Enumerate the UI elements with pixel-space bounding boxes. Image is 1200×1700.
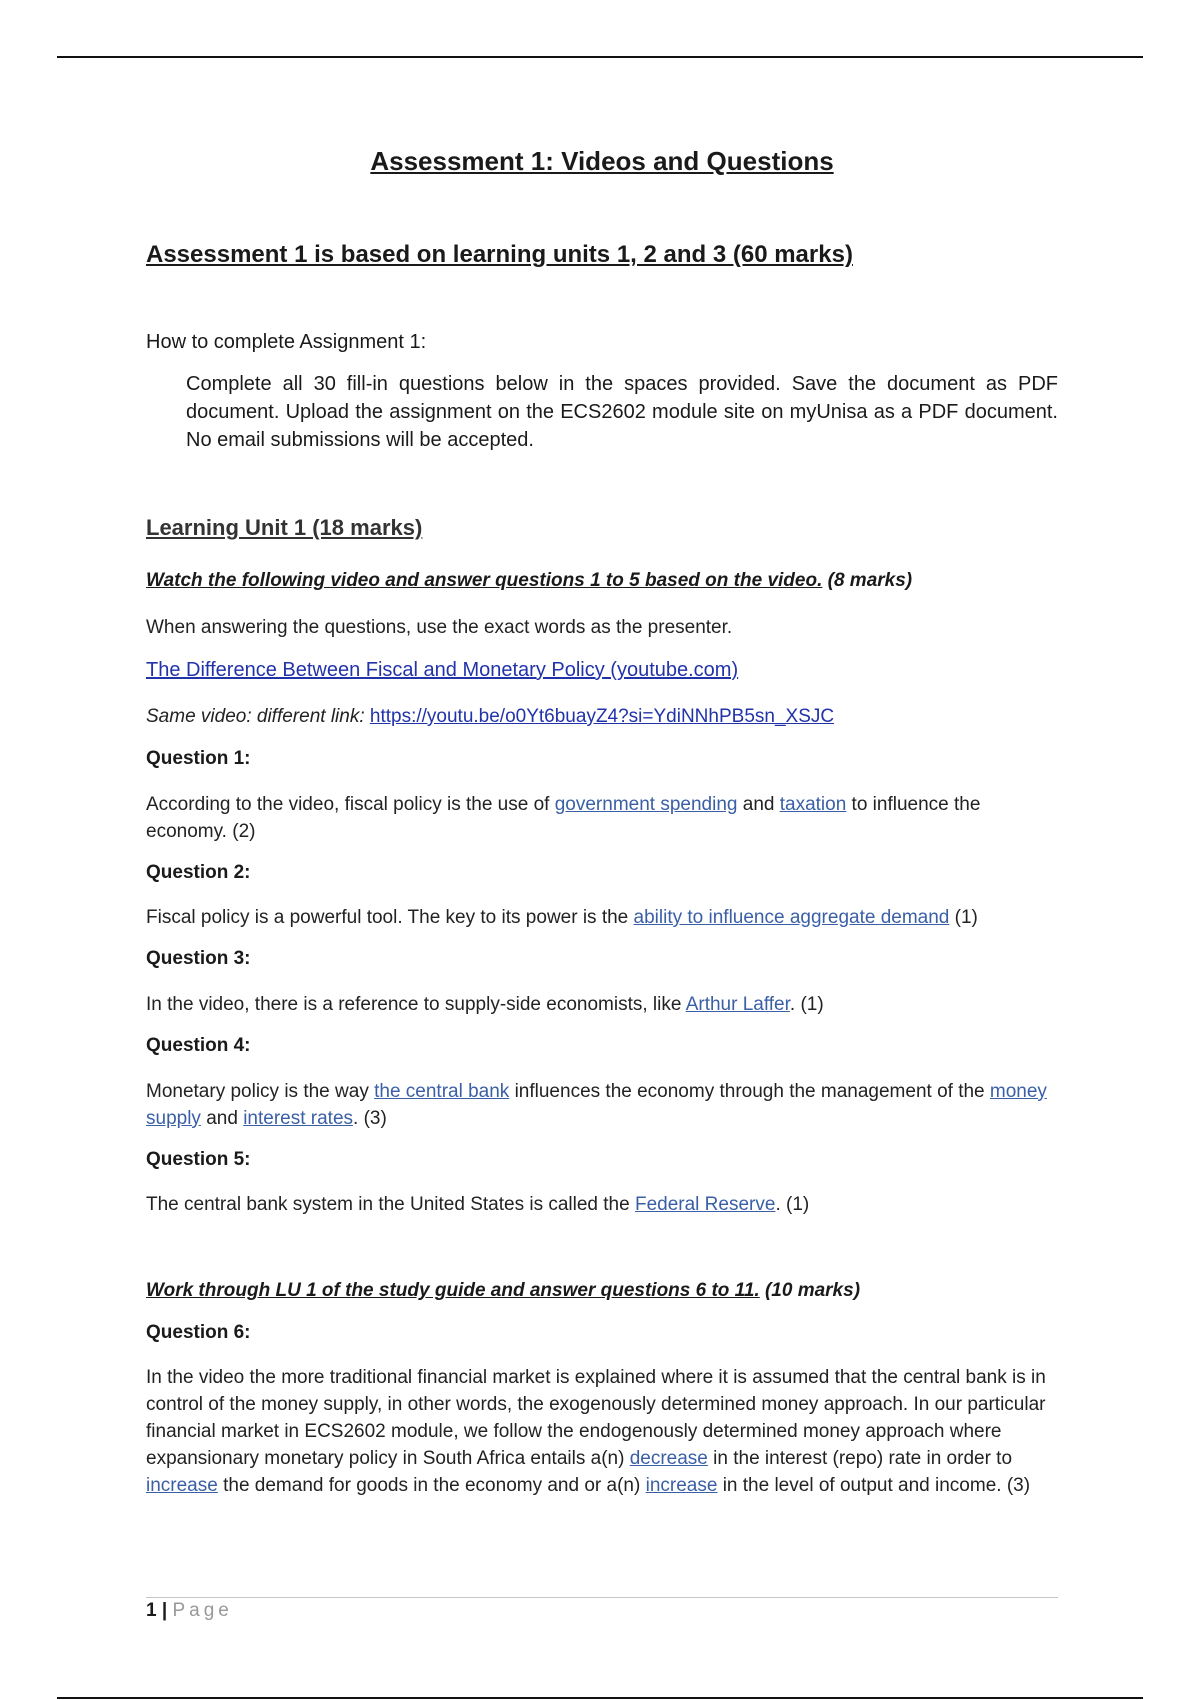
bottom-rule bbox=[57, 1697, 1143, 1699]
q6-text-part: in the interest (repo) rate in order to bbox=[707, 1448, 1013, 1469]
video-instruction-marks: (8 marks) bbox=[822, 570, 913, 591]
instructions-paragraph: Complete all 30 fill-in questions below in the spaces provided. Save the document as PDF document. Upload the assignment on the ECS2602 module site on myUnisa as a PDF document. No email submissions will be accepted. bbox=[186, 373, 1058, 451]
q6-answer-3: increase bbox=[645, 1475, 718, 1496]
q6-answer-1: decrease bbox=[629, 1448, 708, 1469]
q6-answer-2: increase bbox=[146, 1475, 218, 1496]
q2-text-part: (1) bbox=[949, 907, 978, 928]
question-6-label: Question 6: bbox=[146, 1322, 251, 1343]
page-separator: | bbox=[156, 1600, 173, 1621]
q1-text-part: and bbox=[737, 794, 780, 815]
question-6-text bbox=[146, 1364, 1058, 1499]
study-guide-instruction bbox=[146, 1280, 1058, 1302]
question-5-text bbox=[146, 1191, 1058, 1218]
same-video-row bbox=[146, 703, 1058, 730]
video-link-row bbox=[146, 657, 1058, 684]
q4-answer-1: the central bank bbox=[374, 1081, 510, 1102]
question-4-label: Question 4: bbox=[146, 1035, 251, 1056]
assessment-heading: Assessment 1 is based on learning units 1, 2 and 3 (60 marks) bbox=[146, 241, 853, 268]
question-5-label: Question 5: bbox=[146, 1149, 251, 1170]
q3-text-part: In the video, there is a reference to supply-side economists, like bbox=[146, 994, 686, 1015]
video-link[interactable]: The Difference Between Fiscal and Monetary Policy (youtube.com) bbox=[146, 659, 739, 681]
top-rule bbox=[57, 56, 1143, 58]
q4-answer-3: interest rates bbox=[243, 1108, 354, 1129]
q1-text-part: According to the video, fiscal policy is the use of bbox=[146, 794, 555, 815]
q5-text-part: The central bank system in the United States is called the bbox=[146, 1194, 635, 1215]
q2-text-part: Fiscal policy is a powerful tool. The key to its power is the bbox=[146, 907, 634, 928]
q4-text-part: Monetary policy is the way bbox=[146, 1081, 375, 1102]
question-2-label: Question 2: bbox=[146, 862, 251, 883]
q3-answer-1: Arthur Laffer bbox=[685, 994, 790, 1015]
study-guide-instruction-marks: (10 marks) bbox=[759, 1280, 861, 1301]
same-video-label: Same video: different link: bbox=[146, 706, 370, 727]
question-4-text bbox=[146, 1078, 1058, 1132]
page-footer bbox=[146, 1600, 233, 1622]
q4-text-part: . (3) bbox=[353, 1108, 387, 1129]
q5-text-part: . (1) bbox=[775, 1194, 810, 1215]
q6-text-part: in the level of output and income. (3) bbox=[717, 1475, 1031, 1496]
how-to-heading: How to complete Assignment 1: bbox=[146, 331, 427, 353]
q1-answer-2: taxation bbox=[779, 794, 847, 815]
video-instruction-text: Watch the following video and answer questions 1 to 5 based on the video. bbox=[146, 570, 823, 591]
q6-text-part: In the video the more traditional financial market is explained where it is assumed that the central bank is in control of the money supply, in other words, the exogenously determined money approach. In our particular financial market in ECS2602 module, we follow the endogenously determined money approach where expansionary monetary policy in South Africa entails a(n) bbox=[146, 1367, 1046, 1469]
question-3-label: Question 3: bbox=[146, 948, 251, 969]
q1-answer-1: government spending bbox=[554, 794, 738, 815]
question-2-text bbox=[146, 904, 1058, 931]
q2-answer-1: ability to influence aggregate demand bbox=[633, 907, 950, 928]
q4-text-part: and bbox=[200, 1108, 244, 1129]
q6-text-part: the demand for goods in the economy and or a(n) bbox=[217, 1475, 646, 1496]
question-3-text bbox=[146, 991, 1058, 1018]
question-1-label: Question 1: bbox=[146, 748, 251, 769]
document-title: Assessment 1: Videos and Questions bbox=[370, 146, 834, 176]
learning-unit-1-heading: Learning Unit 1 (18 marks) bbox=[146, 515, 423, 540]
q4-text-part: influences the economy through the management of the bbox=[509, 1081, 990, 1102]
footer-rule bbox=[146, 1597, 1058, 1598]
page-label: Page bbox=[172, 1600, 233, 1621]
q5-answer-1: Federal Reserve bbox=[634, 1194, 776, 1215]
q4-answer-2: money supply bbox=[146, 1081, 1047, 1129]
q1-text-part: to influence the economy. (2) bbox=[146, 794, 981, 842]
video-instruction bbox=[146, 570, 1058, 592]
page-number: 1 bbox=[146, 1600, 157, 1621]
question-1-text bbox=[146, 791, 1058, 845]
q3-text-part: . (1) bbox=[789, 994, 824, 1015]
same-video-url[interactable]: https://youtu.be/o0Yt6buayZ4?si=YdiNNhPB5sn_XSJC bbox=[369, 706, 835, 727]
study-guide-instruction-text: Work through LU 1 of the study guide and answer questions 6 to 11. bbox=[146, 1280, 760, 1301]
exact-words-note: When answering the questions, use the exact words as the presenter. bbox=[146, 617, 733, 638]
